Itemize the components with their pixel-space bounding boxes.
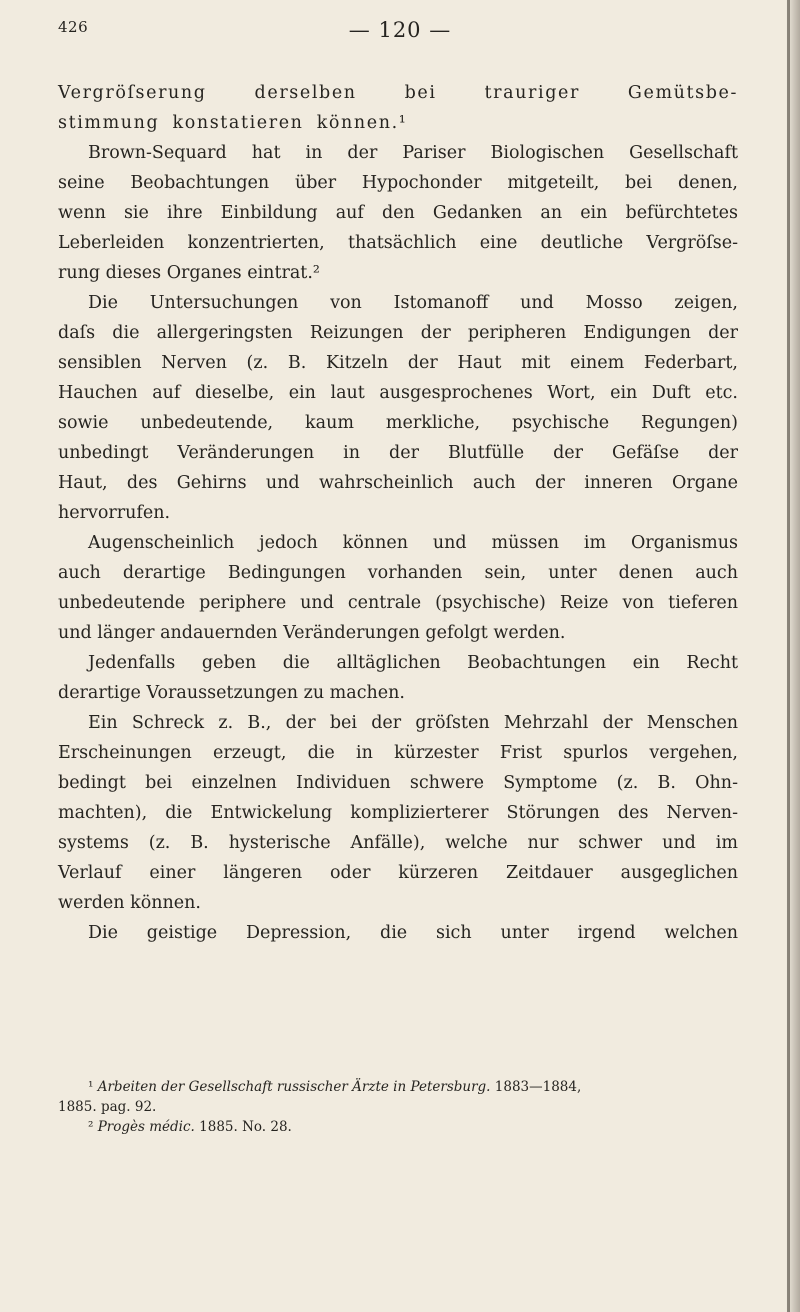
footnote-2-title: Progès médic. bbox=[97, 1119, 195, 1135]
footnote-1-title: Arbeiten der Gesellschaft russischer Ärzte in Petersburg. bbox=[97, 1079, 491, 1095]
text-line: Vergröſserung derselben bei trauriger Gemütsbe- bbox=[58, 83, 738, 103]
footnotes bbox=[58, 1077, 738, 1137]
text-line: auch derartige Bedingungen vorhanden sein, unter denen auch bbox=[58, 563, 738, 583]
text-line: Hauchen auf dieselbe, ein laut ausgesprochenes Wort, ein Duft etc. bbox=[58, 383, 738, 403]
old-page-number: 426 bbox=[58, 18, 89, 36]
text-line: werden können. bbox=[58, 893, 201, 913]
text-line: daſs die allergeringsten Reizungen der peripheren Endigungen der bbox=[58, 323, 738, 343]
text-line: Haut, des Gehirns und wahrscheinlich auch der inneren Organe bbox=[58, 473, 738, 493]
text-line: rung dieses Organes eintrat.² bbox=[58, 263, 320, 283]
footnote-marker: ² bbox=[88, 1119, 94, 1135]
text-line: unbedeutende periphere und centrale (psychische) Reize von tieferen bbox=[58, 593, 738, 613]
text-line: unbedingt Veränderungen in der Blutfülle der Gefäſse der bbox=[58, 443, 738, 463]
text-line: derartige Voraussetzungen zu machen. bbox=[58, 683, 405, 703]
page-edge-line bbox=[787, 0, 790, 1312]
footnote-2-details: 1885. No. 28. bbox=[199, 1119, 292, 1135]
text-line: sowie unbedeutende, kaum merkliche, psychische Regungen) bbox=[58, 413, 738, 433]
body-text bbox=[58, 78, 738, 948]
text-line: seine Beobachtungen über Hypochonder mitgeteilt, bei denen, bbox=[58, 173, 738, 193]
text-line: stimmung konstatieren können.¹ bbox=[58, 113, 408, 133]
footnote-marker: ¹ bbox=[88, 1079, 94, 1095]
text-line: und länger andauernden Veränderungen gefolgt werden. bbox=[58, 623, 566, 643]
text-line: Augenscheinlich jedoch können und müssen im Organismus bbox=[88, 533, 738, 553]
text-line: systems (z. B. hysterische Anfälle), welche nur schwer und im bbox=[58, 833, 738, 853]
footnote-2 bbox=[58, 1117, 738, 1137]
text-line: Ein Schreck z. B., der bei der gröſsten Mehrzahl der Menschen bbox=[88, 713, 738, 733]
text-line: Jedenfalls geben die alltäglichen Beobachtungen ein Recht bbox=[88, 653, 738, 673]
text-line: Die Untersuchungen von Istomanoff und Mosso zeigen, bbox=[88, 293, 738, 313]
footnote-1-years: 1883—1884, bbox=[494, 1079, 582, 1095]
text-line: bedingt bei einzelnen Individuen schwere Symptome (z. B. Ohn- bbox=[58, 773, 738, 793]
text-line: hervorrufen. bbox=[58, 503, 171, 523]
text-line: Verlauf einer längeren oder kürzeren Zeitdauer ausgeglichen bbox=[58, 863, 738, 883]
text-line: Erscheinungen erzeugt, die in kürzester Frist spurlos vergehen, bbox=[58, 743, 738, 763]
text-line: Die geistige Depression, die sich unter irgend welchen bbox=[88, 923, 738, 943]
footnote-1 bbox=[58, 1077, 738, 1097]
text-line: sensiblen Nerven (z. B. Kitzeln der Haut mit einem Federbart, bbox=[58, 353, 738, 373]
text-line: machten), die Entwickelung komplizierterer Störungen des Nerven- bbox=[58, 803, 738, 823]
text-line: Leberleiden konzentrierten, thatsächlich eine deutliche Vergröſse- bbox=[58, 233, 738, 253]
text-line: wenn sie ihre Einbildung auf den Gedanken an ein befürchtetes bbox=[58, 203, 738, 223]
footnote-1-continuation: 1885. pag. 92. bbox=[58, 1099, 157, 1115]
text-line: Brown-Sequard hat in der Pariser Biologischen Gesellschaft bbox=[88, 143, 738, 163]
running-head: — 120 — bbox=[348, 18, 452, 42]
